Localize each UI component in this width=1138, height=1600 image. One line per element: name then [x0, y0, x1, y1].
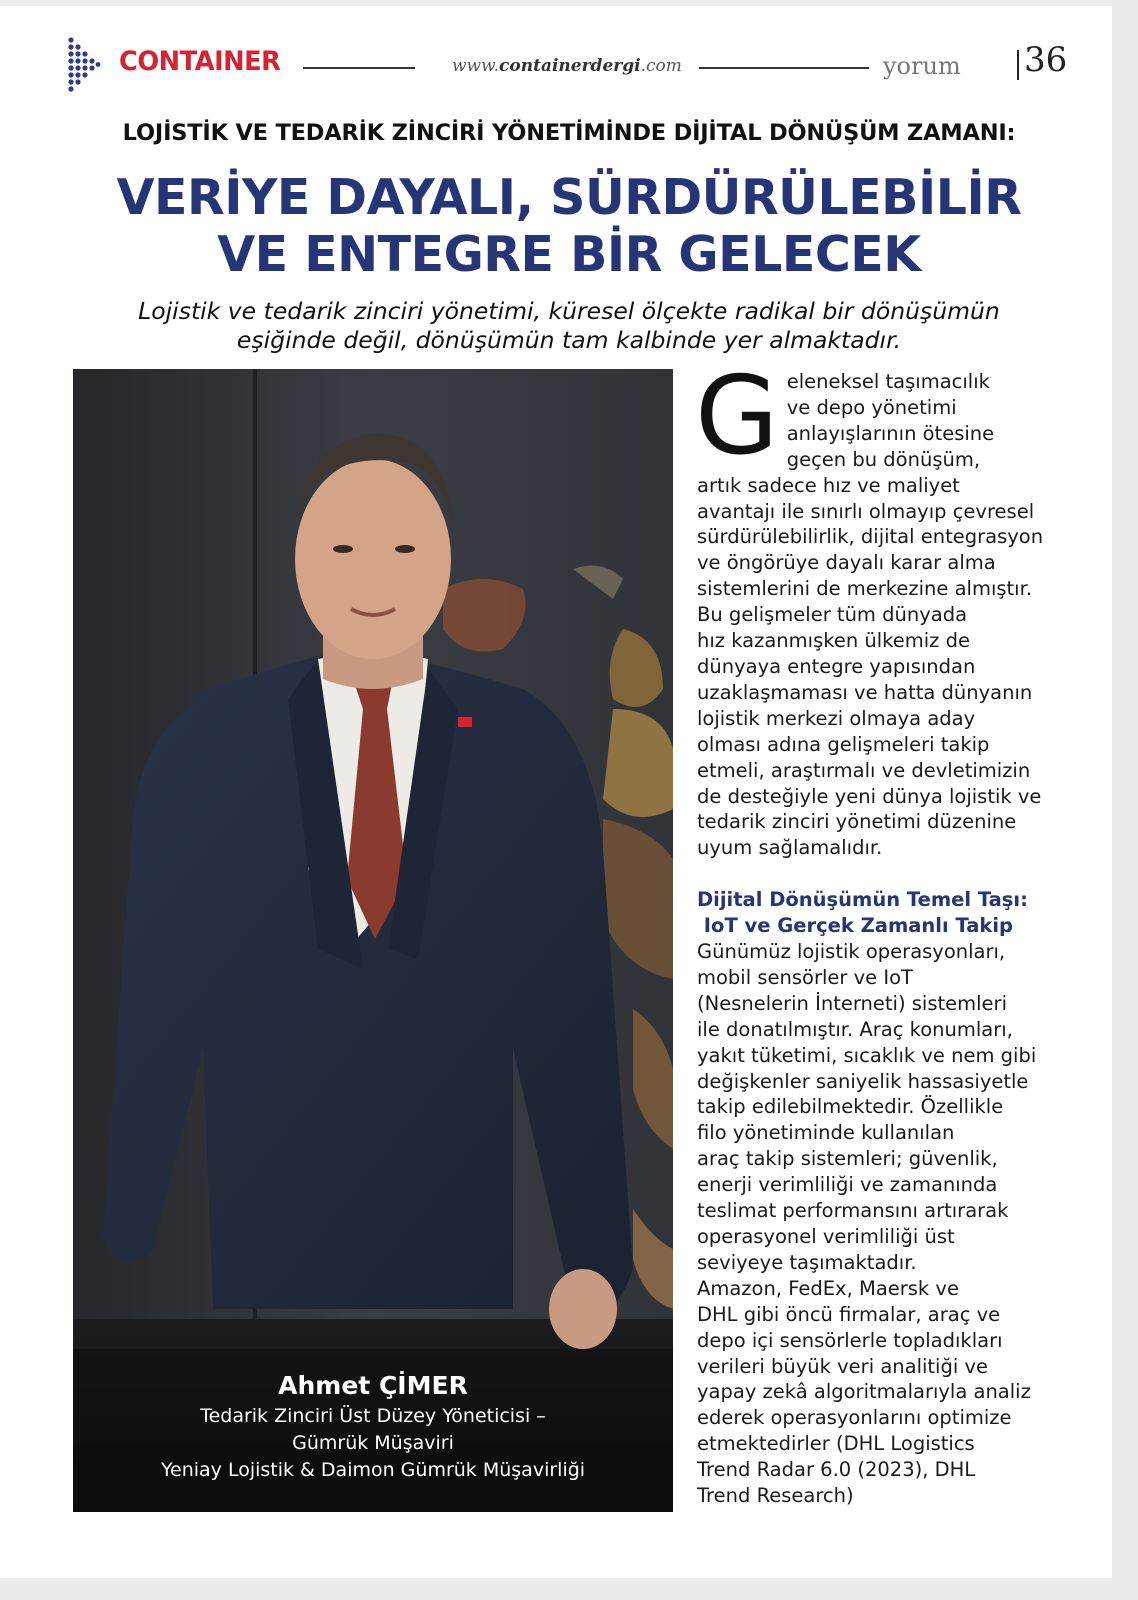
- section-subheading: Dijital Dönüşümün Temel Taşı: IoT ve Gerçek Zamanlı Takip: [697, 888, 1028, 938]
- container-logo: [67, 36, 281, 96]
- paragraph-intro: G eleneksel taşımacılık ve depo yönetimi anlayışlarının ötesine geçen bu dönüşüm, artık sadece hız ve maliyet avantajı ile sınırlı olmayıp çevresel sürdürülebilirlik, dijital entegrasyon ve öngörüye dayalı karar alma sistemlerini de merkezine almıştır. Bu gelişmeler tüm dünyada hız kazanmışken ülkemiz de dünyaya entegre yapısından uzaklaşmaması ve hatta dünyanın lojistik merkezi olmaya aday olması adına gelişmeleri takip etmeli, araştırmalı ve devletimizin de desteğiyle yeni dünya lojistik ve tedarik zinciri yönetimi düzenine uyum sağlamalıdır.: [695, 354, 1044, 860]
- caption-company: Yeniay Lojistik & Daimon Gümrük Müşavirliği: [160, 1459, 586, 1481]
- dropcap: G: [695, 354, 779, 479]
- header-rule-right: [699, 67, 869, 69]
- caption-name: Ahmet ÇİMER: [278, 1371, 468, 1400]
- headline-line-2: VE ENTEGRE BİR GELECEK: [217, 226, 921, 283]
- dek-line-2: eşiğinde değil, dönüşümün tam kalbinde yer almaktadır.: [236, 326, 902, 354]
- logo-wordmark: CONTAINER: [119, 46, 281, 77]
- section-label: yorum: [883, 52, 961, 80]
- paragraph-iot: Günümüz lojistik operasyonları, mobil sensörler ve IoT (Nesnelerin İnterneti) sistemleri ile donatılmıştır. Araç konumları, yakıt tüketimi, sıcaklık ve nem gibi değişkenler saniyelik hassasiyetle takip edilebilmektedir. Özellikle filo yönetiminde kullanılan araç takip sistemleri; güvenlik, enerji verimliliği ve zamanında teslimat performansını artırarak operasyonel verimliliği üst seviyeye taşımaktadır. Amazon, FedEx, Maersk ve DHL gibi öncü firmalar, araç ve depo içi sensörlerle topladıkları verileri büyük veri analitiği ve yapay zekâ algoritmalarıyla analiz ederek operasyonlarını optimize etmektedirler (DHL Logistics Trend Radar 6.0 (2023), DHL Trend Research): [697, 940, 1037, 1508]
- portrait-illustration: [73, 369, 673, 1512]
- caption-title-line-1: Tedarik Zinciri Üst Düzey Yöneticisi –: [200, 1405, 546, 1427]
- website-url[interactable]: www.containerdergi.com: [452, 56, 682, 76]
- magazine-page: [0, 6, 1112, 1578]
- caption-title-line-2: Gümrük Müşaviri: [292, 1432, 454, 1454]
- article-kicker: LOJİSTİK VE TEDARİK ZİNCİRİ YÖNETİMİNDE DİJİTAL DÖNÜŞÜM ZAMANI:: [122, 120, 1016, 146]
- header-rule-left: [303, 67, 415, 69]
- logo-dots-icon: [67, 36, 101, 96]
- page-number-divider: [1017, 50, 1019, 80]
- article-body: [695, 354, 1072, 1509]
- dek-line-1: Lojistik ve tedarik zinciri yönetimi, küresel ölçekte radikal bir dönüşümün: [138, 297, 1000, 325]
- page-number: 36: [1024, 40, 1068, 80]
- headline-line-1: VERİYE DAYALI, SÜRDÜRÜLEBİLİR: [116, 169, 1022, 226]
- portrait-photo: [73, 369, 673, 1512]
